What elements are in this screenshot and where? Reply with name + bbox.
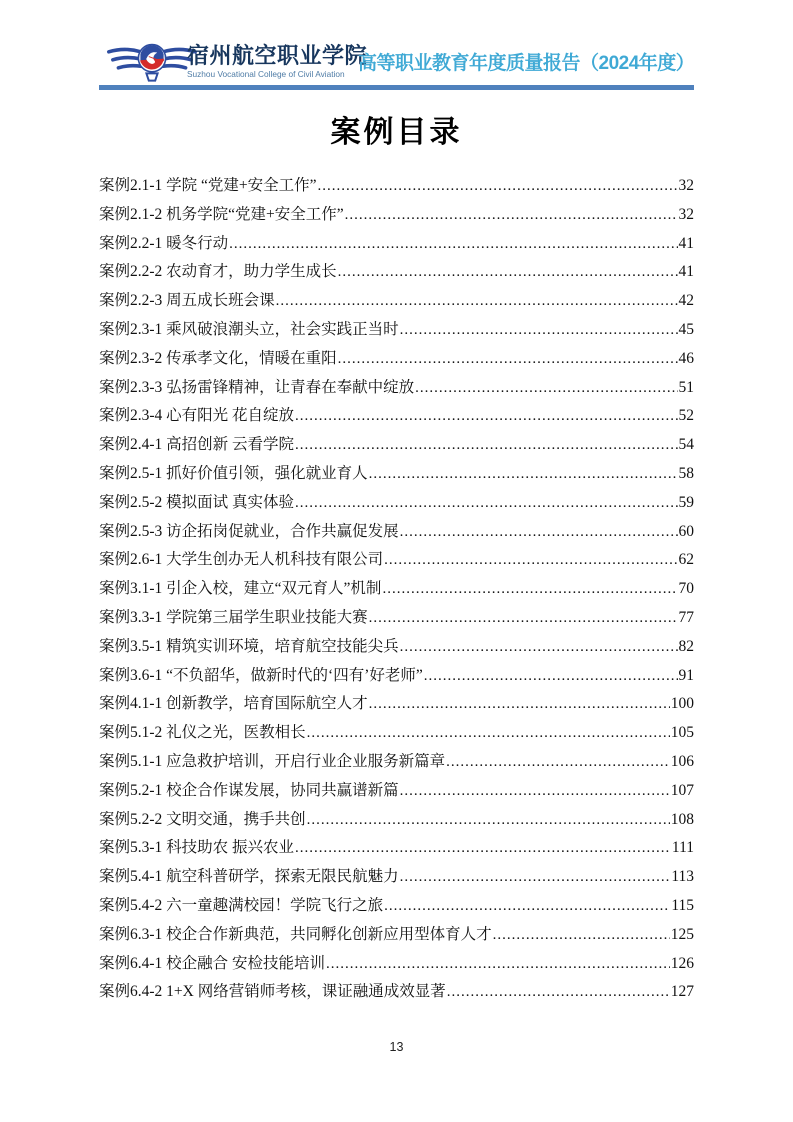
toc-entry[interactable] [99,978,694,1007]
toc-entry-dot-leader [229,230,677,259]
toc-entry[interactable] [99,374,694,403]
school-name-block [187,43,372,79]
school-name-cn: 宿州航空职业学院 [187,43,368,68]
toc-entry-dot-leader [382,575,677,604]
toc-entry-page: 60 [678,522,694,540]
toc-entry-page: 46 [678,349,694,367]
toc-entry[interactable] [99,316,694,345]
toc-entry-page: 111 [671,839,694,857]
toc-entry-page: 127 [670,983,694,1001]
page-header [0,0,793,91]
toc-entry[interactable] [99,777,694,806]
toc-entry-label: 案例3.1-1 引企入校，建立“双元育人”机制 [99,580,382,598]
toc-entry[interactable] [99,575,694,604]
toc-entry[interactable] [99,690,694,719]
toc-entry-label: 案例5.2-2 文明交通，携手共创 [99,810,306,828]
toc-entry[interactable] [99,402,694,431]
toc-entry-label: 案例5.4-2 六一童趣满校园！学院飞行之旅 [99,896,384,914]
toc-entry-label: 案例2.2-3 周五成长班会课 [99,292,275,310]
toc-entry-dot-leader [295,834,671,863]
toc-entry-page: 113 [671,868,694,886]
toc-entry-label: 案例2.5-2 模拟面试 真实体验 [99,493,295,511]
toc-entry-label: 案例2.1-1 学院 “党建+安全工作” [99,177,317,194]
toc-entry-dot-leader [424,662,678,691]
toc-entry-label: 案例2.5-3 访企拓岗促就业，合作共赢促发展 [99,522,399,540]
toc-entry[interactable] [99,662,694,691]
toc-entry-page: 45 [678,320,694,338]
toc-entry-page: 82 [678,637,694,655]
toc-entry-page: 32 [678,177,694,194]
toc-entry-page: 105 [670,724,694,742]
toc-entry-page: 70 [678,580,694,598]
toc-entry[interactable] [99,518,694,547]
toc-entry-dot-leader [307,719,670,748]
footer-page-number: 13 [389,1040,404,1054]
toc-entry-page: 54 [678,436,694,454]
toc-entry[interactable] [99,201,694,230]
toc-entry-page: 126 [670,954,694,972]
toc-entry-dot-leader [295,431,677,460]
toc-entry-label: 案例5.1-1 应急救护培训，开启行业企业服务新篇章 [99,752,446,770]
toc-entry[interactable] [99,863,694,892]
toc-entry-label: 案例2.3-3 弘扬雷锋精神，让青春在奉献中绽放 [99,378,415,396]
toc-entry-label: 案例2.4-1 高招创新 云看学院 [99,436,295,454]
toc-entry-dot-leader [400,633,678,662]
toc-entry-label: 案例2.3-1 乘风破浪潮头立，社会实践正当时 [99,320,399,338]
toc-entry[interactable] [99,489,694,518]
toc-entry-dot-leader [446,748,670,777]
toc-entry-page: 91 [678,666,694,684]
toc-entry-dot-leader [400,316,678,345]
toc-entry-page: 107 [670,781,694,799]
toc-entry-label: 案例3.6-1 “不负韶华，做新时代的‘四有’好老师” [99,666,423,684]
toc-entry-page: 58 [678,464,694,482]
toc-entry[interactable] [99,806,694,835]
toc-entry[interactable] [99,546,694,575]
toc-entry-label: 案例4.1-1 创新教学，培育国际航空人才 [99,695,368,713]
school-logo-icon [104,35,200,91]
toc-entry-dot-leader [447,978,670,1007]
toc-entry-dot-leader [415,374,677,403]
toc-entry-label: 案例2.5-1 抓好价值引领，强化就业育人 [99,464,368,482]
toc-entry[interactable] [99,287,694,316]
toc-entry-dot-leader [338,345,678,374]
toc-entry-dot-leader [384,892,670,921]
toc-entry-label: 案例2.2-1 暖冬行动 [99,234,229,252]
toc-entry[interactable] [99,258,694,287]
toc-entry-dot-leader [295,402,677,431]
toc-entry-dot-leader [400,777,670,806]
toc-entry-dot-leader [326,950,670,979]
toc-entry[interactable] [99,950,694,979]
toc-entry-dot-leader [369,604,678,633]
toc-entry-label: 案例2.1-2 机务学院“党建+安全工作” [99,205,344,223]
toc-entry-dot-leader [369,690,670,719]
toc-entry[interactable] [99,633,694,662]
toc-entry-page: 125 [670,925,694,943]
toc-entry[interactable] [99,604,694,633]
toc-list [99,172,694,1007]
toc-entry-dot-leader [369,460,678,489]
toc-entry-label: 案例3.5-1 精筑实训环境，培育航空技能尖兵 [99,637,399,655]
toc-entry-dot-leader [276,287,678,316]
toc-entry[interactable] [99,748,694,777]
toc-entry-page: 41 [678,234,694,252]
toc-entry-label: 案例2.3-4 心有阳光 花自绽放 [99,407,295,425]
toc-entry-label: 案例6.3-1 校企合作新典范，共同孵化创新应用型体育人才 [99,925,492,943]
toc-entry-dot-leader [345,201,678,230]
toc-entry[interactable] [99,345,694,374]
toc-entry-dot-leader [295,489,677,518]
toc-entry-label: 案例5.3-1 科技助农 振兴农业 [99,839,295,857]
toc-entry-label: 案例5.1-2 礼仪之光，医教相长 [99,724,306,742]
page-title: 案例目录 [330,116,463,149]
toc-entry-dot-leader [318,172,678,201]
toc-entry-page: 62 [678,551,694,569]
toc-entry-dot-leader [384,546,677,575]
toc-entry[interactable] [99,460,694,489]
header-rule-divider [99,85,694,90]
toc-entry[interactable] [99,431,694,460]
toc-entry[interactable] [99,834,694,863]
toc-entry-label: 案例2.2-2 农动育才，助力学生成长 [99,263,337,281]
toc-entry-dot-leader [400,863,671,892]
toc-entry[interactable] [99,921,694,950]
toc-entry-label: 案例6.4-1 校企融合 安检技能培训 [99,954,326,972]
toc-entry-page: 108 [670,810,694,828]
toc-entry-dot-leader [400,518,678,547]
toc-entry-label: 案例3.3-1 学院第三届学生职业技能大赛 [99,608,368,626]
toc-entry[interactable] [99,892,694,921]
toc-entry-page: 42 [678,292,694,310]
toc-entry-label: 案例2.3-2 传承孝文化，情暖在重阳 [99,349,337,367]
toc-entry-dot-leader [493,921,670,950]
toc-entry-dot-leader [307,806,670,835]
toc-entry-page: 51 [678,378,694,396]
toc-entry-page: 115 [671,896,694,914]
toc-entry-label: 案例5.2-1 校企合作谋发展，协同共赢谱新篇 [99,781,399,799]
toc-entry[interactable] [99,719,694,748]
toc-entry-page: 106 [670,752,694,770]
toc-entry[interactable] [99,172,694,201]
toc-entry-page: 41 [678,263,694,281]
toc-entry-dot-leader [338,258,678,287]
report-title: 高等职业教育年度质量报告（2024年度） [358,53,695,74]
toc-entry-page: 100 [670,695,694,713]
toc-entry-page: 59 [678,493,694,511]
toc-entry-label: 案例6.4-2 1+X 网络营销师考核，课证融通成效显著 [99,983,446,1001]
toc-entry-label: 案例5.4-1 航空科普研学，探索无限民航魅力 [99,868,399,886]
toc-entry-label: 案例2.6-1 大学生创办无人机科技有限公司 [99,551,384,569]
toc-entry[interactable] [99,230,694,259]
school-name-en: Suzhou Vocational College of Civil Aviation [187,69,345,79]
toc-entry-page: 32 [678,205,694,223]
toc-entry-page: 77 [678,608,694,626]
toc-entry-page: 52 [678,407,694,425]
